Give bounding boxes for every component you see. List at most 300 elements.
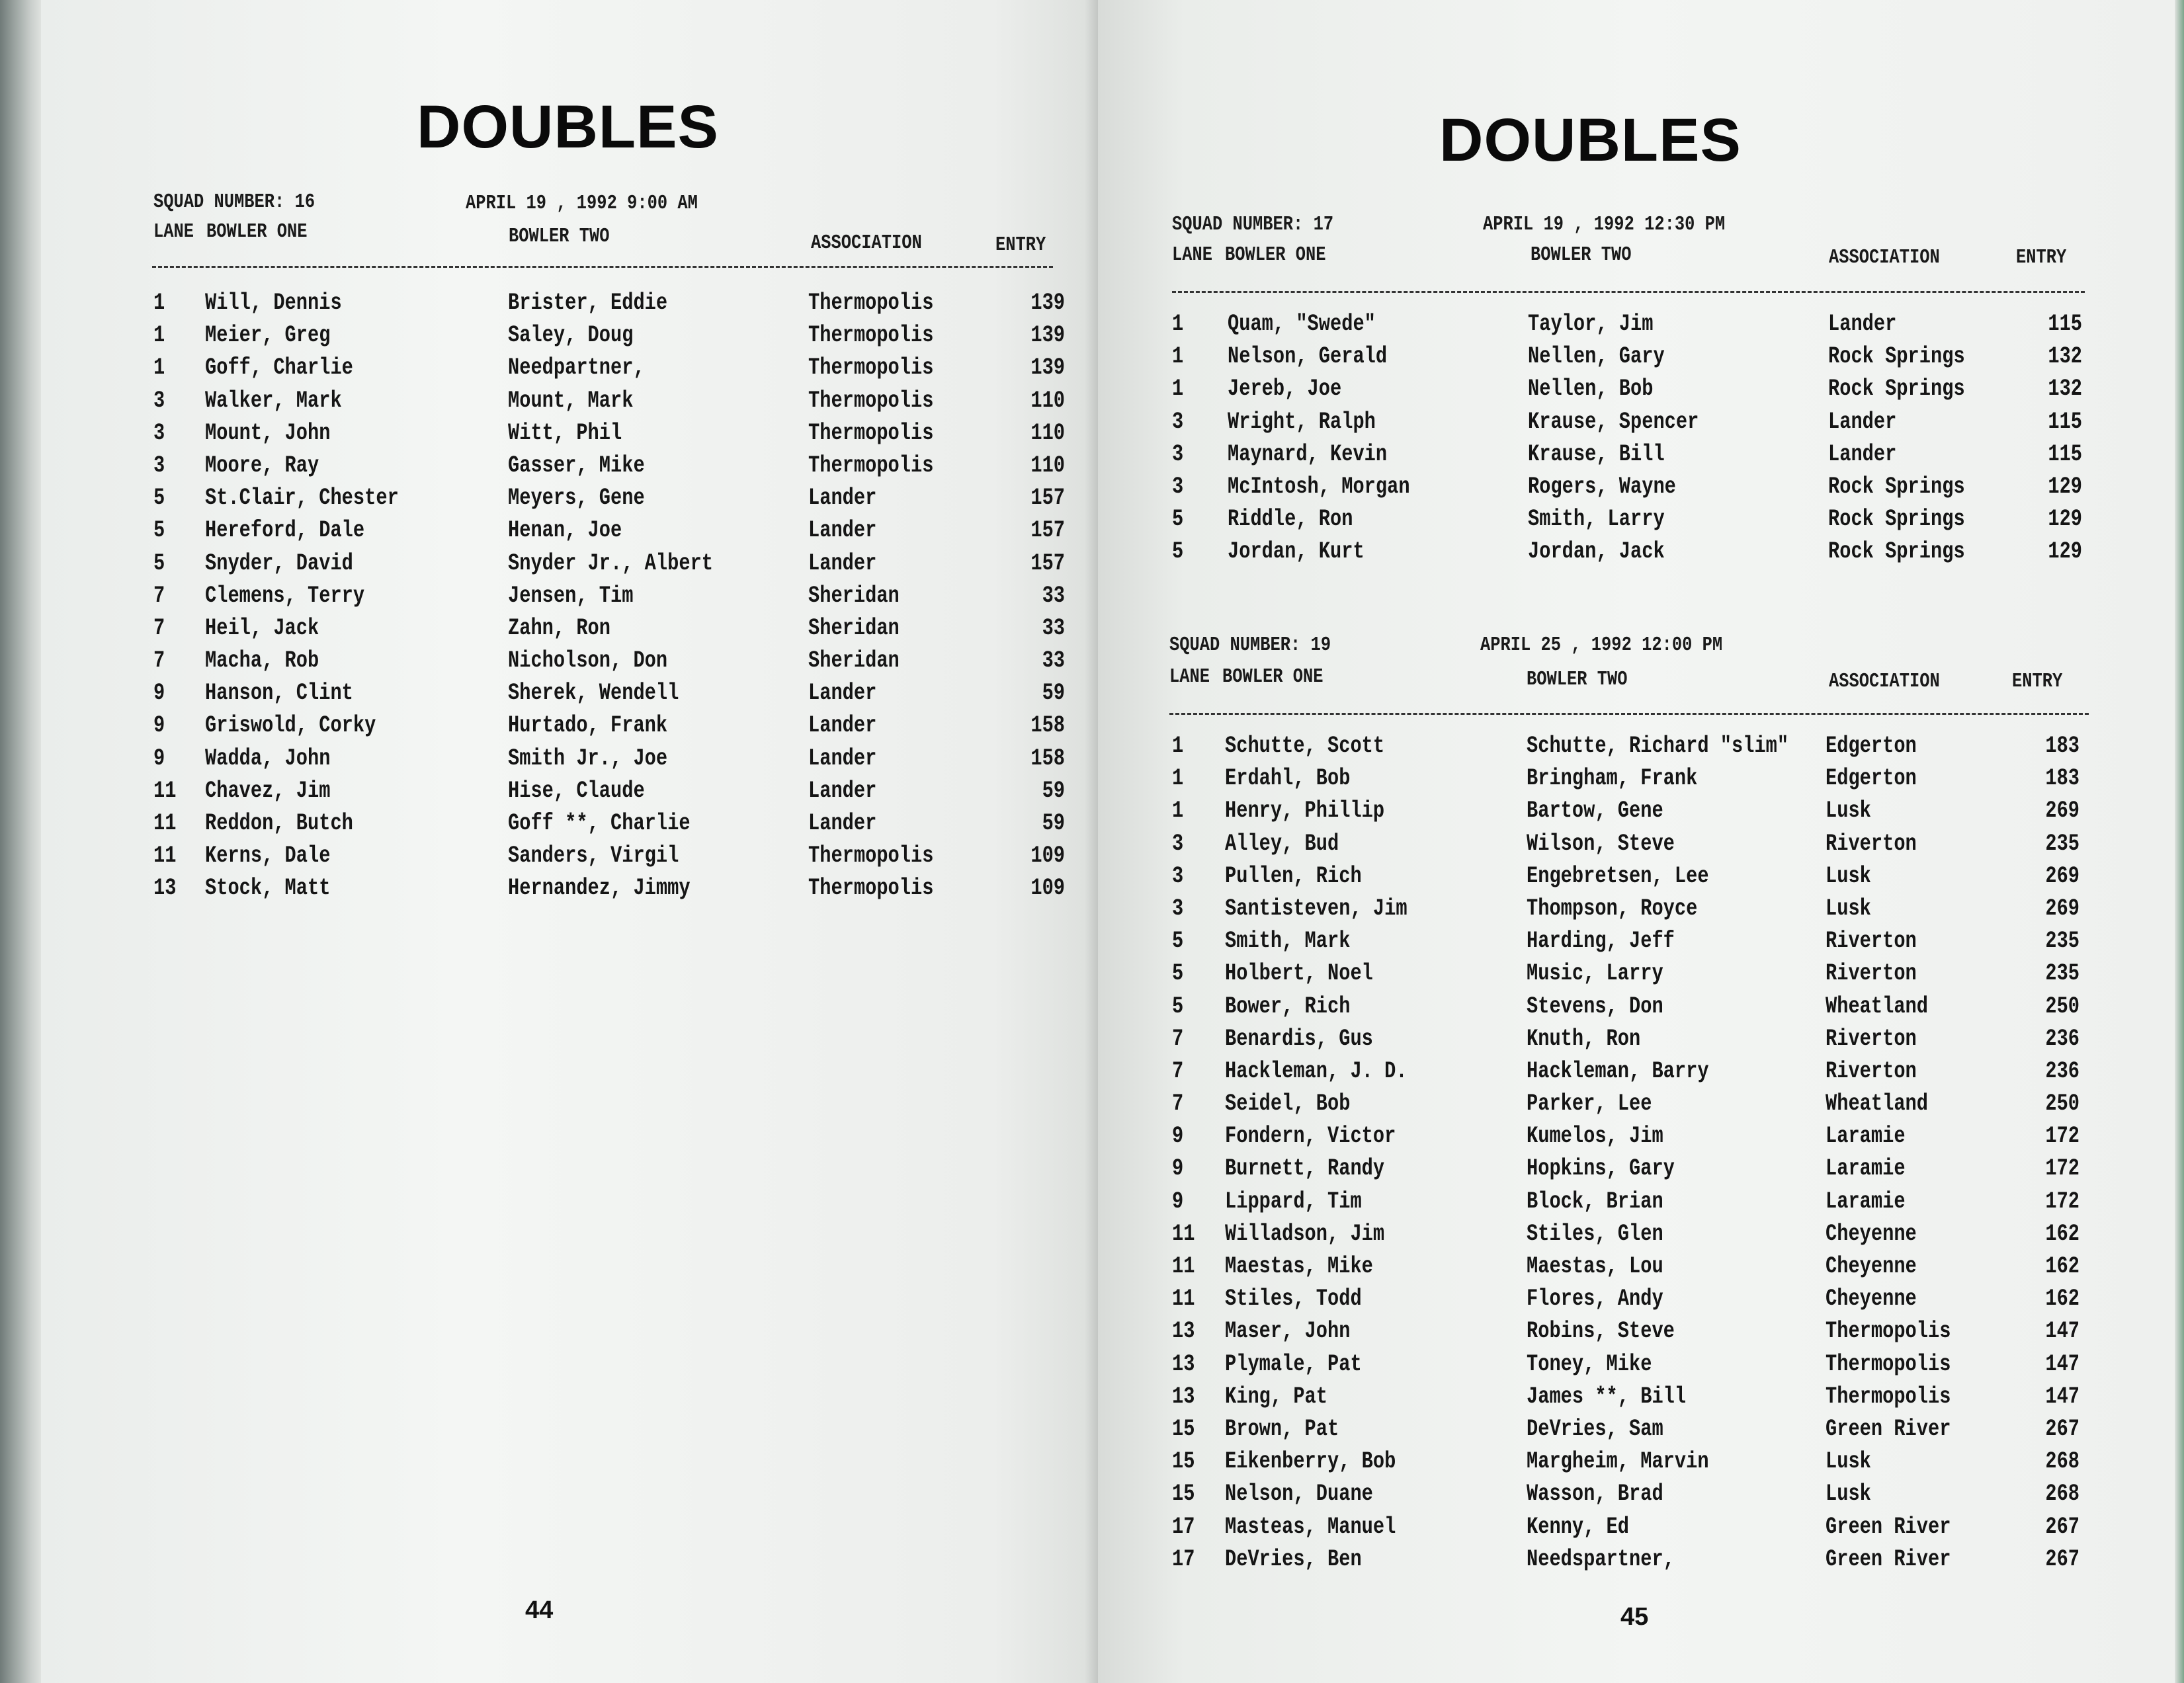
bowler-one-name: Reddon, Butch — [205, 810, 353, 837]
association-name: Thermopolis — [808, 290, 934, 316]
table-row — [1098, 960, 2175, 993]
header-bowler-one: BOWLER ONE — [206, 220, 308, 243]
bowler-two-name: Nicholson, Don — [508, 647, 668, 675]
association-name: Green River — [1826, 1545, 1951, 1573]
association-name: Lander — [1828, 408, 1897, 435]
entry-number: 33 — [1042, 647, 1065, 675]
page-title: DOUBLES — [417, 93, 719, 161]
bowler-one-name: McIntosh, Morgan — [1228, 473, 1410, 500]
lane-number: 7 — [1172, 1057, 1184, 1085]
lane-number: 3 — [153, 419, 165, 446]
bowler-two-name: Hackleman, Barry — [1527, 1057, 1709, 1085]
entry-number: 110 — [1030, 452, 1065, 479]
table-row — [1098, 831, 2175, 863]
page-title: DOUBLES — [1439, 106, 1742, 174]
association-name: Lander — [808, 810, 877, 837]
table-row — [41, 875, 1098, 907]
squad-date-time: APRIL 25 , 1992 12:00 PM — [1480, 634, 1723, 657]
association-name: Green River — [1826, 1415, 1951, 1442]
lane-number: 1 — [1172, 798, 1184, 825]
bowler-two-name: Witt, Phil — [508, 419, 622, 446]
lane-number: 11 — [153, 842, 177, 870]
association-name: Laramie — [1826, 1155, 1906, 1182]
squad-19-rows — [1098, 733, 2175, 1579]
lane-number: 7 — [153, 614, 165, 641]
bowler-two-name: Sanders, Virgil — [508, 842, 679, 870]
lane-number: 11 — [1172, 1253, 1195, 1280]
squad-date-time: APRIL 19 , 1992 9:00 AM — [466, 192, 698, 215]
table-row — [41, 583, 1098, 615]
header-entry: ENTRY — [995, 233, 1046, 257]
lane-number: 5 — [153, 517, 165, 544]
bowler-one-name: Hereford, Dale — [205, 517, 365, 544]
entry-number: 162 — [2045, 1220, 2079, 1247]
bowler-two-name: Jordan, Jack — [1528, 538, 1665, 565]
association-name: Laramie — [1826, 1188, 1906, 1215]
entry-number: 59 — [1042, 810, 1065, 837]
lane-number: 11 — [1172, 1220, 1195, 1247]
header-rule — [152, 266, 1053, 268]
bowler-one-name: Riddle, Ron — [1228, 506, 1353, 533]
table-row — [1098, 1253, 2175, 1286]
bowler-two-name: Saley, Doug — [508, 322, 634, 349]
table-row — [1098, 1026, 2175, 1058]
table-row — [1098, 1416, 2175, 1448]
entry-number: 59 — [1042, 777, 1065, 804]
bowler-one-name: Meier, Greg — [205, 322, 331, 349]
entry-number: 115 — [2048, 408, 2082, 435]
squad-date-time: APRIL 19 , 1992 12:30 PM — [1483, 213, 1726, 236]
association-name: Thermopolis — [1826, 1318, 1951, 1345]
association-name: Rock Springs — [1828, 343, 1965, 370]
bowler-one-name: Snyder, David — [205, 550, 353, 577]
bowler-one-name: Will, Dennis — [205, 290, 342, 316]
bowler-two-name: Toney, Mike — [1527, 1350, 1652, 1377]
association-name: Thermopolis — [1826, 1383, 1951, 1410]
entry-number: 147 — [2045, 1350, 2079, 1377]
header-bowler-two: BOWLER TWO — [509, 225, 610, 248]
lane-number: 15 — [1172, 1448, 1195, 1475]
entry-number: 129 — [2048, 538, 2082, 565]
entry-number: 162 — [2045, 1253, 2079, 1280]
bowler-one-name: Jereb, Joe — [1228, 376, 1342, 403]
header-bowler-two: BOWLER TWO — [1531, 243, 1632, 267]
entry-number: 267 — [2045, 1513, 2079, 1540]
bowler-one-name: Plymale, Pat — [1225, 1350, 1362, 1377]
lane-number: 11 — [1172, 1286, 1195, 1313]
table-row — [41, 680, 1098, 712]
table-row — [41, 322, 1098, 354]
left-page — [41, 0, 1098, 1683]
lane-number: 3 — [1172, 408, 1184, 435]
table-row — [1098, 1188, 2175, 1221]
lane-number: 9 — [1172, 1188, 1184, 1215]
header-entry: ENTRY — [2016, 246, 2067, 269]
entry-number: 157 — [1030, 485, 1065, 512]
bowler-one-name: Seidel, Bob — [1225, 1090, 1351, 1118]
entry-number: 269 — [2045, 862, 2079, 889]
lane-number: 1 — [1172, 733, 1184, 759]
header-bowler-two: BOWLER TWO — [1527, 668, 1628, 691]
table-row — [1098, 376, 2175, 408]
header-lane: LANE — [153, 220, 194, 243]
bowler-two-name: Meyers, Gene — [508, 485, 645, 512]
table-row — [1098, 538, 2175, 571]
bowler-one-name: Griswold, Corky — [205, 712, 376, 739]
bowler-two-name: Engebretsen, Lee — [1527, 862, 1709, 889]
lane-number: 1 — [153, 290, 165, 316]
entry-number: 147 — [2045, 1383, 2079, 1410]
lane-number: 5 — [1172, 928, 1184, 955]
lane-number: 17 — [1172, 1513, 1195, 1540]
bowler-one-name: Macha, Rob — [205, 647, 319, 675]
bowler-two-name: Hise, Claude — [508, 777, 645, 804]
bowler-two-name: Wilson, Steve — [1527, 830, 1675, 857]
page-number: 44 — [525, 1596, 554, 1624]
association-name: Cheyenne — [1826, 1286, 1917, 1313]
bowler-two-name: Goff **, Charlie — [508, 810, 691, 837]
association-name: Thermopolis — [808, 842, 934, 870]
table-row — [1098, 1514, 2175, 1546]
right-page — [1098, 0, 2175, 1683]
table-row — [1098, 343, 2175, 376]
lane-number: 9 — [1172, 1155, 1184, 1182]
entry-number: 129 — [2048, 473, 2082, 500]
table-row — [1098, 863, 2175, 895]
bowler-one-name: Wright, Ralph — [1228, 408, 1376, 435]
bowler-two-name: Krause, Bill — [1528, 440, 1665, 468]
table-row — [41, 452, 1098, 485]
lane-number: 5 — [1172, 960, 1184, 987]
association-name: Lander — [808, 680, 877, 707]
association-name: Green River — [1826, 1513, 1951, 1540]
association-name: Cheyenne — [1826, 1253, 1917, 1280]
table-row — [1098, 1383, 2175, 1416]
entry-number: 267 — [2045, 1545, 2079, 1573]
lane-number: 9 — [1172, 1123, 1184, 1150]
lane-number: 1 — [1172, 311, 1184, 337]
table-row — [1098, 1155, 2175, 1188]
lane-number: 1 — [1172, 765, 1184, 792]
lane-number: 9 — [153, 712, 165, 739]
bowler-two-name: Needpartner, — [508, 354, 645, 382]
bowler-one-name: Stock, Matt — [205, 875, 331, 902]
table-row — [1098, 1481, 2175, 1513]
association-name: Thermopolis — [808, 387, 934, 414]
entry-number: 115 — [2048, 311, 2082, 337]
bowler-two-name: Taylor, Jim — [1528, 311, 1654, 337]
association-name: Wheatland — [1826, 993, 1929, 1020]
entry-number: 162 — [2045, 1286, 2079, 1313]
bowler-one-name: DeVries, Ben — [1225, 1545, 1362, 1573]
bowler-two-name: James **, Bill — [1527, 1383, 1687, 1410]
entry-number: 33 — [1042, 614, 1065, 641]
association-name: Lusk — [1826, 895, 1871, 922]
association-name: Riverton — [1826, 1057, 1917, 1085]
bowler-two-name: Hernandez, Jimmy — [508, 875, 691, 902]
lane-number: 5 — [1172, 506, 1184, 533]
association-name: Edgerton — [1826, 733, 1917, 759]
association-name: Lander — [808, 517, 877, 544]
lane-number: 3 — [1172, 473, 1184, 500]
table-row — [1098, 473, 2175, 506]
table-row — [41, 810, 1098, 842]
bowler-two-name: Smith, Larry — [1528, 506, 1665, 533]
table-row — [1098, 441, 2175, 473]
entry-number: 267 — [2045, 1415, 2079, 1442]
lane-number: 11 — [153, 810, 177, 837]
table-row — [41, 842, 1098, 875]
bowler-one-name: Chavez, Jim — [205, 777, 331, 804]
lane-number: 5 — [1172, 538, 1184, 565]
bowler-two-name: Nellen, Bob — [1528, 376, 1654, 403]
bowler-one-name: Maynard, Kevin — [1228, 440, 1388, 468]
bowler-two-name: Maestas, Lou — [1527, 1253, 1663, 1280]
bowler-two-name: Margheim, Marvin — [1527, 1448, 1709, 1475]
entry-number: 268 — [2045, 1448, 2079, 1475]
bowler-one-name: Nelson, Gerald — [1228, 343, 1388, 370]
bowler-two-name: Parker, Lee — [1527, 1090, 1652, 1118]
table-row — [41, 712, 1098, 745]
bowler-one-name: Maestas, Mike — [1225, 1253, 1373, 1280]
bowler-two-name: Hopkins, Gary — [1527, 1155, 1675, 1182]
bowler-one-name: Wadda, John — [205, 745, 331, 772]
lane-number: 5 — [1172, 993, 1184, 1020]
lane-number: 3 — [1172, 895, 1184, 922]
entry-number: 183 — [2045, 765, 2079, 792]
bowler-one-name: Heil, Jack — [205, 614, 319, 641]
bowler-two-name: Wasson, Brad — [1527, 1481, 1663, 1508]
table-row — [1098, 1221, 2175, 1253]
entry-number: 158 — [1030, 712, 1065, 739]
table-row — [1098, 928, 2175, 960]
bowler-one-name: Kerns, Dale — [205, 842, 331, 870]
bowler-two-name: Henan, Joe — [508, 517, 622, 544]
lane-number: 5 — [153, 485, 165, 512]
bowler-one-name: Masteas, Manuel — [1225, 1513, 1396, 1540]
association-name: Lander — [808, 745, 877, 772]
bowler-two-name: Jensen, Tim — [508, 582, 634, 609]
bowler-one-name: Lippard, Tim — [1225, 1188, 1362, 1215]
association-name: Thermopolis — [808, 875, 934, 902]
entry-number: 183 — [2045, 733, 2079, 759]
table-row — [41, 615, 1098, 647]
association-name: Thermopolis — [808, 354, 934, 382]
table-row — [1098, 311, 2175, 343]
bowler-one-name: King, Pat — [1225, 1383, 1328, 1410]
bowler-one-name: Henry, Phillip — [1225, 798, 1385, 825]
association-name: Lusk — [1826, 1481, 1871, 1508]
association-name: Lander — [808, 712, 877, 739]
bowler-two-name: Nellen, Gary — [1528, 343, 1665, 370]
lane-number: 9 — [153, 680, 165, 707]
bowler-two-name: Mount, Mark — [508, 387, 634, 414]
lane-number: 13 — [1172, 1318, 1195, 1345]
bowler-one-name: Jordan, Kurt — [1228, 538, 1365, 565]
table-row — [41, 745, 1098, 778]
entry-number: 139 — [1030, 322, 1065, 349]
header-lane: LANE — [1172, 243, 1213, 267]
table-row — [41, 388, 1098, 420]
bowler-one-name: Holbert, Noel — [1225, 960, 1373, 987]
bowler-two-name: Flores, Andy — [1527, 1286, 1663, 1313]
association-name: Lander — [808, 485, 877, 512]
lane-number: 7 — [153, 582, 165, 609]
bowler-two-name: Block, Brian — [1527, 1188, 1663, 1215]
entry-number: 33 — [1042, 582, 1065, 609]
bowler-two-name: Snyder Jr., Albert — [508, 550, 714, 577]
association-name: Thermopolis — [808, 452, 934, 479]
header-entry: ENTRY — [2012, 670, 2063, 693]
entry-number: 147 — [2045, 1318, 2079, 1345]
table-row — [1098, 733, 2175, 765]
association-name: Lander — [808, 777, 877, 804]
bowler-one-name: St.Clair, Chester — [205, 485, 399, 512]
page-number: 45 — [1620, 1603, 1649, 1631]
entry-number: 59 — [1042, 680, 1065, 707]
bowler-two-name: Needspartner, — [1527, 1545, 1675, 1573]
table-row — [1098, 1546, 2175, 1579]
association-name: Rock Springs — [1828, 473, 1965, 500]
bowler-two-name: Schutte, Richard "slim" — [1527, 733, 1789, 759]
bowler-one-name: Burnett, Randy — [1225, 1155, 1385, 1182]
association-name: Sheridan — [808, 614, 900, 641]
bowler-one-name: Nelson, Duane — [1225, 1481, 1373, 1508]
bowler-two-name: Bartow, Gene — [1527, 798, 1663, 825]
bowler-one-name: Eikenberry, Bob — [1225, 1448, 1396, 1475]
lane-number: 7 — [153, 647, 165, 675]
entry-number: 139 — [1030, 290, 1065, 316]
table-row — [41, 517, 1098, 550]
lane-number: 1 — [1172, 343, 1184, 370]
bowler-one-name: Schutte, Scott — [1225, 733, 1385, 759]
association-name: Lusk — [1826, 862, 1871, 889]
association-name: Rock Springs — [1828, 538, 1965, 565]
entry-number: 269 — [2045, 798, 2079, 825]
table-row — [41, 647, 1098, 680]
association-name: Wheatland — [1826, 1090, 1929, 1118]
bowler-one-name: Pullen, Rich — [1225, 862, 1362, 889]
bowler-one-name: Maser, John — [1225, 1318, 1351, 1345]
bowler-two-name: Robins, Steve — [1527, 1318, 1675, 1345]
table-row — [1098, 1058, 2175, 1090]
bowler-one-name: Walker, Mark — [205, 387, 342, 414]
entry-number: 250 — [2045, 1090, 2079, 1118]
bowler-one-name: Benardis, Gus — [1225, 1025, 1373, 1052]
squad-number: SQUAD NUMBER: 16 — [153, 190, 315, 214]
squad-number: SQUAD NUMBER: 19 — [1169, 634, 1331, 657]
association-name: Sheridan — [808, 647, 900, 675]
lane-number: 1 — [1172, 376, 1184, 403]
lane-number: 1 — [153, 354, 165, 382]
association-name: Lander — [1828, 311, 1897, 337]
association-name: Riverton — [1826, 830, 1917, 857]
bowler-one-name: Stiles, Todd — [1225, 1286, 1362, 1313]
lane-number: 3 — [1172, 830, 1184, 857]
table-row — [1098, 1123, 2175, 1155]
squad-16-rows — [41, 290, 1098, 908]
bowler-two-name: Stiles, Glen — [1527, 1220, 1663, 1247]
bowler-two-name: Smith Jr., Joe — [508, 745, 668, 772]
bowler-one-name: Hanson, Clint — [205, 680, 353, 707]
table-row — [1098, 1448, 2175, 1481]
lane-number: 15 — [1172, 1415, 1195, 1442]
bowler-two-name: Rogers, Wayne — [1528, 473, 1676, 500]
bowler-one-name: Moore, Ray — [205, 452, 319, 479]
bowler-two-name: Knuth, Ron — [1527, 1025, 1641, 1052]
header-association: ASSOCIATION — [1829, 246, 1940, 269]
lane-number: 3 — [153, 387, 165, 414]
association-name: Rock Springs — [1828, 376, 1965, 403]
book-edge-right — [2175, 0, 2184, 1683]
bowler-one-name: Bower, Rich — [1225, 993, 1351, 1020]
bowler-two-name: Brister, Eddie — [508, 290, 668, 316]
header-rule — [1169, 713, 2089, 715]
entry-number: 250 — [2045, 993, 2079, 1020]
bowler-one-name: Mount, John — [205, 419, 331, 446]
table-row — [1098, 1090, 2175, 1123]
lane-number: 7 — [1172, 1090, 1184, 1118]
association-name: Riverton — [1826, 928, 1917, 955]
header-rule — [1172, 291, 2085, 293]
entry-number: 157 — [1030, 517, 1065, 544]
lane-number: 17 — [1172, 1545, 1195, 1573]
table-row — [41, 485, 1098, 517]
bowler-one-name: Santisteven, Jim — [1225, 895, 1407, 922]
entry-number: 132 — [2048, 343, 2082, 370]
entry-number: 110 — [1030, 419, 1065, 446]
entry-number: 158 — [1030, 745, 1065, 772]
table-row — [41, 290, 1098, 322]
bowler-one-name: Quam, "Swede" — [1228, 311, 1376, 337]
entry-number: 172 — [2045, 1155, 2079, 1182]
lane-number: 7 — [1172, 1025, 1184, 1052]
squad-17-rows — [1098, 311, 2175, 571]
entry-number: 172 — [2045, 1188, 2079, 1215]
lane-number: 13 — [1172, 1350, 1195, 1377]
lane-number: 13 — [1172, 1383, 1195, 1410]
book-edge-left — [0, 0, 41, 1683]
squad-number: SQUAD NUMBER: 17 — [1172, 213, 1334, 236]
table-row — [41, 778, 1098, 810]
entry-number: 235 — [2045, 928, 2079, 955]
header-association: ASSOCIATION — [1829, 670, 1940, 693]
bowler-one-name: Erdahl, Bob — [1225, 765, 1351, 792]
entry-number: 132 — [2048, 376, 2082, 403]
table-row — [1098, 798, 2175, 830]
entry-number: 109 — [1030, 842, 1065, 870]
lane-number: 5 — [153, 550, 165, 577]
entry-number: 129 — [2048, 506, 2082, 533]
entry-number: 172 — [2045, 1123, 2079, 1150]
table-row — [41, 354, 1098, 387]
bowler-two-name: Sherek, Wendell — [508, 680, 679, 707]
association-name: Lusk — [1826, 798, 1871, 825]
lane-number: 15 — [1172, 1481, 1195, 1508]
bowler-two-name: Kenny, Ed — [1527, 1513, 1630, 1540]
lane-number: 9 — [153, 745, 165, 772]
bowler-one-name: Clemens, Terry — [205, 582, 365, 609]
entry-number: 236 — [2045, 1057, 2079, 1085]
lane-number: 3 — [153, 452, 165, 479]
table-row — [1098, 993, 2175, 1026]
association-name: Lander — [808, 550, 877, 577]
entry-number: 115 — [2048, 440, 2082, 468]
table-row — [41, 420, 1098, 452]
entry-number: 139 — [1030, 354, 1065, 382]
entry-number: 268 — [2045, 1481, 2079, 1508]
bowler-one-name: Hackleman, J. D. — [1225, 1057, 1407, 1085]
